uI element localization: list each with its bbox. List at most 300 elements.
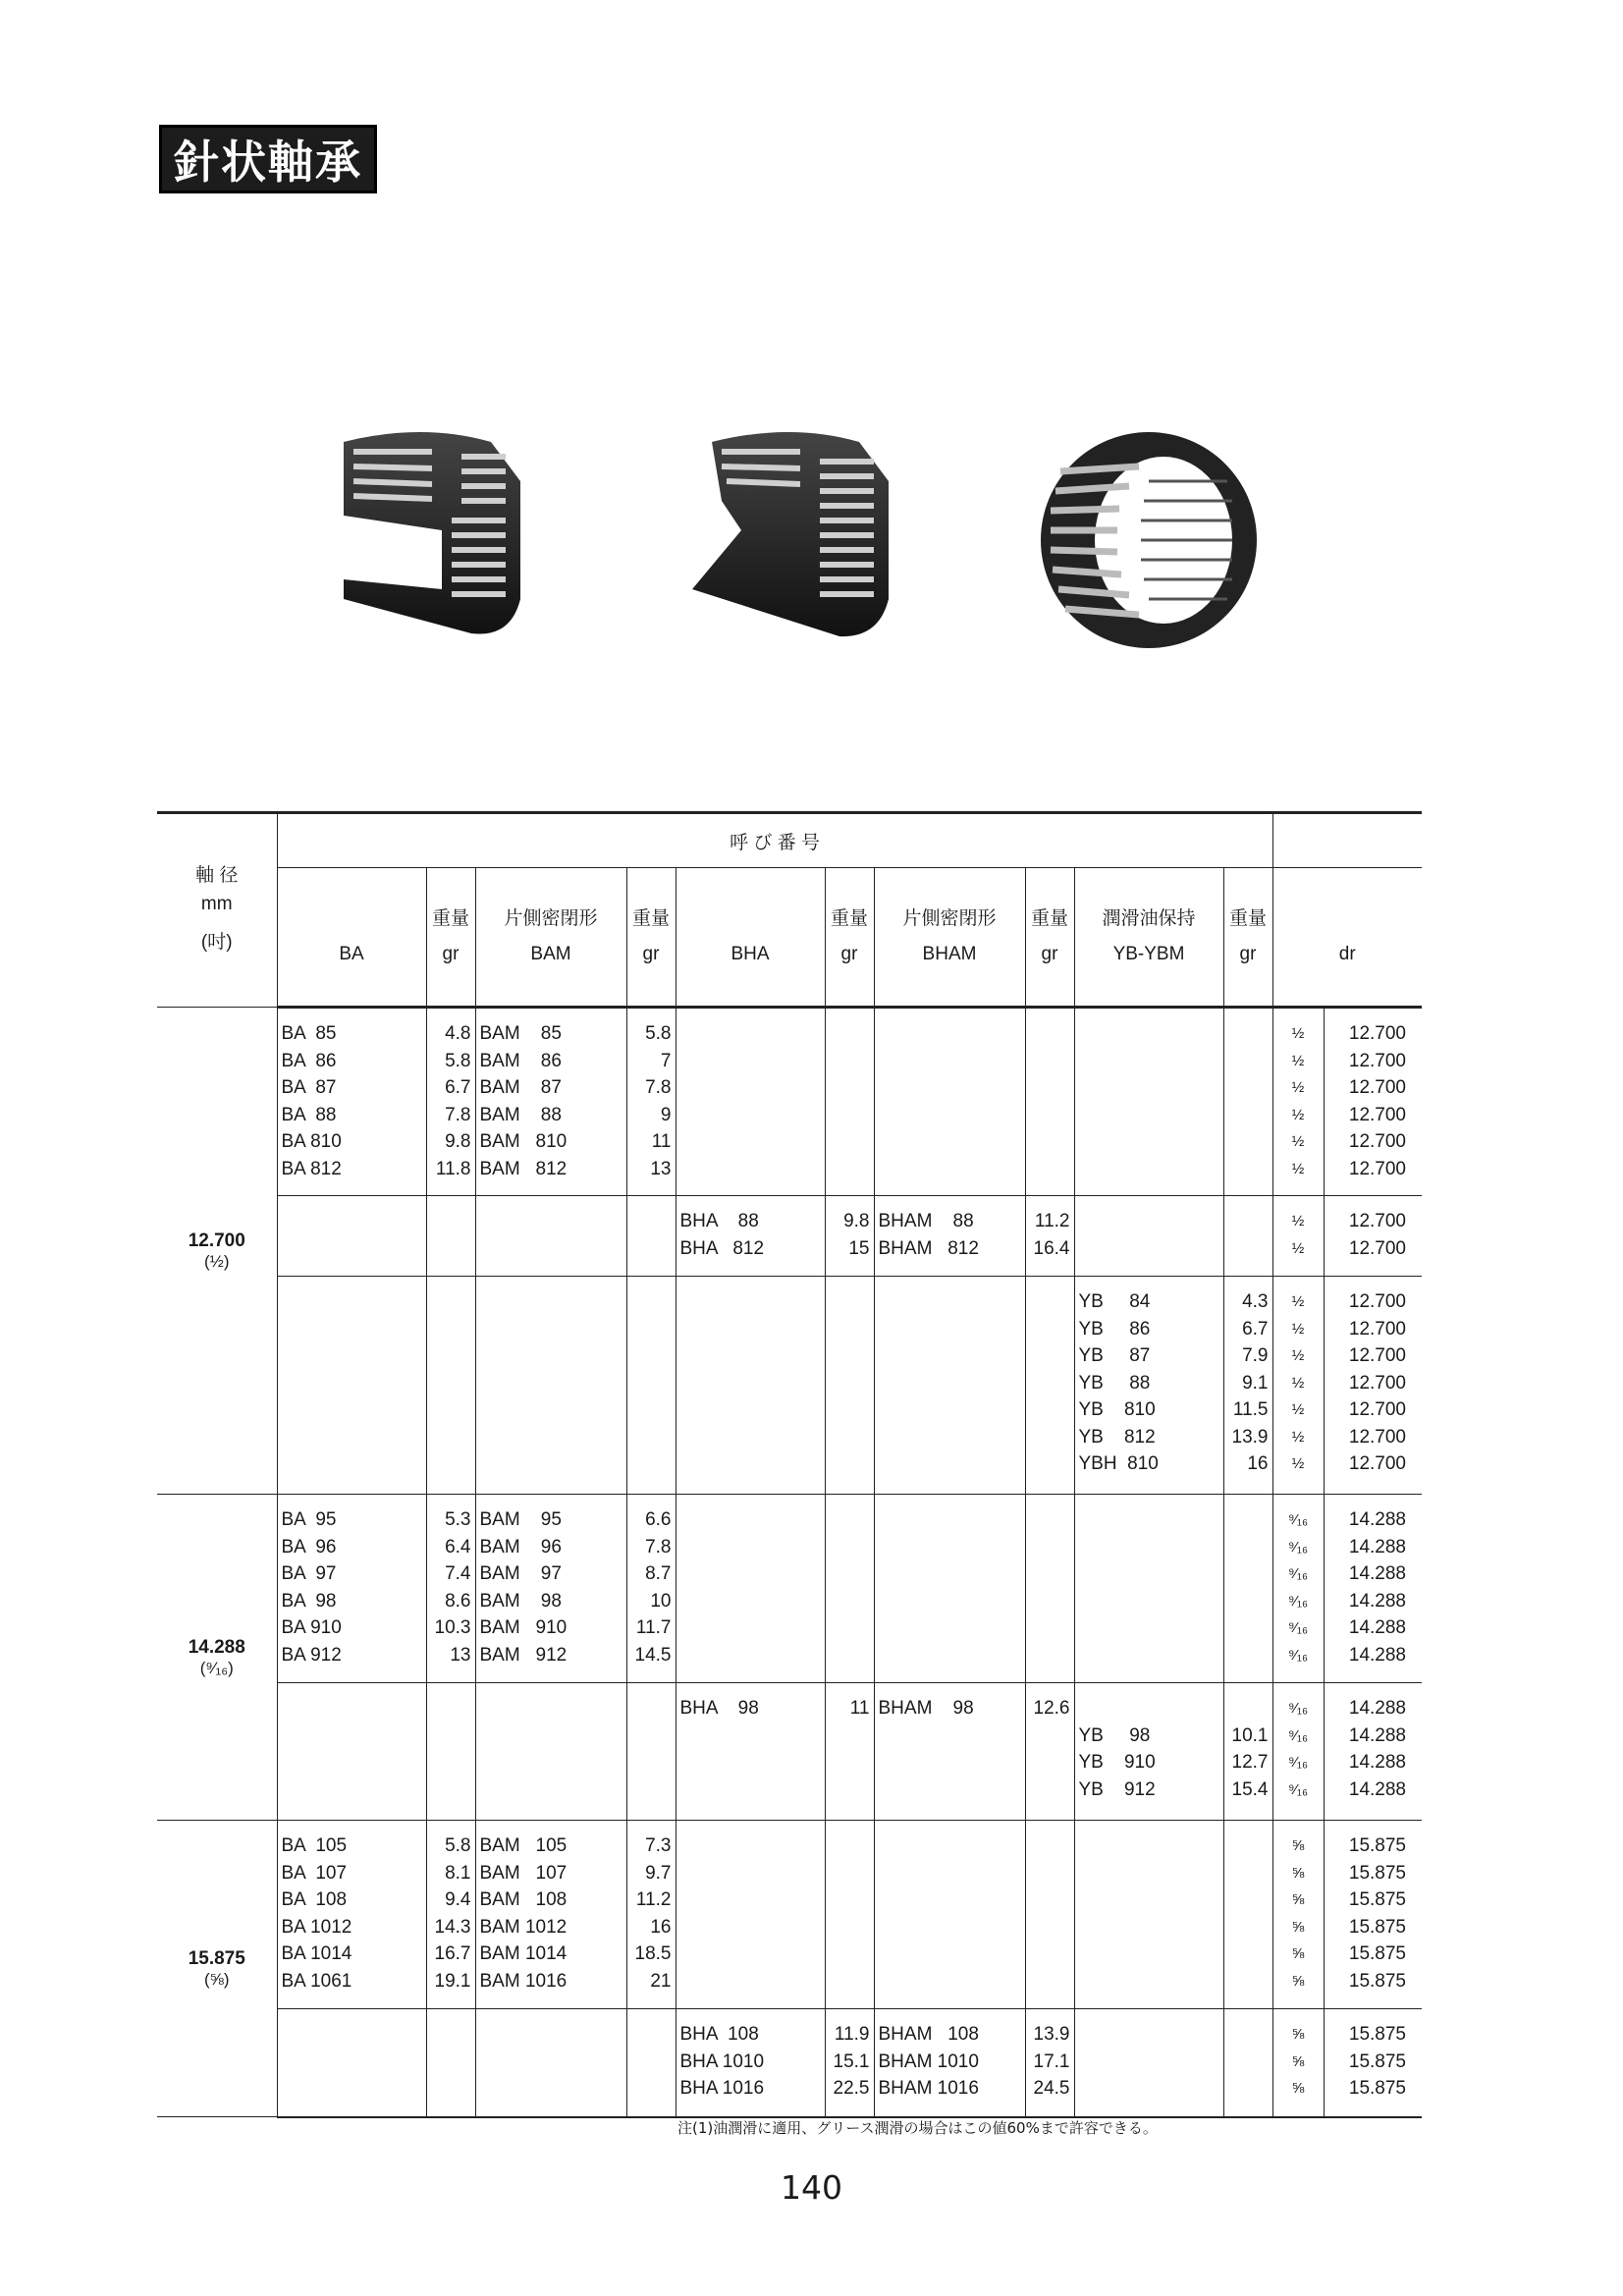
- ba-w-cell: [426, 1683, 475, 1821]
- shaft-inch: (⁹⁄₁₆): [199, 1658, 234, 1677]
- yb-value: YBH 810: [1078, 1453, 1159, 1474]
- ba-w-cell: [426, 1008, 475, 1196]
- ba-value: BA 85: [281, 1023, 337, 1044]
- bam-w-cell: [626, 2009, 676, 2117]
- ba-w-value: 5.8: [445, 1050, 471, 1071]
- dr-group-header: [1272, 813, 1422, 868]
- ba-cell: [277, 1683, 426, 1821]
- bha-w-cell: [825, 1277, 874, 1495]
- bham-w-value: 24.5: [1033, 2078, 1070, 2099]
- yb-value: YB 87: [1078, 1345, 1151, 1366]
- fr-cell: [1272, 1495, 1324, 1683]
- shaft-diameter-cell: [157, 1008, 277, 1495]
- bam-value: BAM 1016: [479, 1970, 568, 1992]
- footnote: 注(1)油潤滑に適用、グリース潤滑の場合はこの値60%まで許容できる。: [677, 2119, 1158, 2137]
- fr-value: ⁹⁄₁₆: [1287, 1511, 1309, 1528]
- bam-w-value: 6.6: [645, 1509, 672, 1530]
- ba-w-value: 6.7: [445, 1077, 471, 1098]
- bham-value: BHAM 1016: [878, 2078, 979, 2099]
- ba-w-value: 9.8: [445, 1131, 471, 1152]
- bearing-spec-table: [157, 811, 1422, 2118]
- yb-value: YB 84: [1078, 1291, 1151, 1312]
- bam-w-cell: [626, 1495, 676, 1683]
- bam-w-value: 9.7: [645, 1862, 672, 1884]
- yb-value: YB 86: [1078, 1318, 1151, 1339]
- fr-value: ½: [1291, 1106, 1305, 1123]
- yb-w-cell: [1223, 1683, 1272, 1821]
- yb-w-value: 9.1: [1242, 1372, 1269, 1394]
- ba-value: BA 1061: [281, 1970, 352, 1992]
- ba-value: BA 107: [281, 1862, 348, 1884]
- bam-w-value: 5.8: [645, 1023, 672, 1044]
- yb-w-value: 13.9: [1231, 1426, 1269, 1448]
- fr-value: ½: [1291, 1293, 1305, 1310]
- fr-value: ½: [1291, 1428, 1305, 1446]
- fr-cell: [1272, 1277, 1324, 1495]
- ba-w-cell: [426, 1196, 475, 1277]
- table-row: [157, 1683, 1422, 1821]
- bham-w-cell: [1025, 1196, 1074, 1277]
- fr-value: ½: [1291, 1052, 1305, 1069]
- yb-value: YB 912: [1078, 1778, 1156, 1800]
- bam-w-value: 16: [650, 1916, 672, 1938]
- bha-cell: [676, 1008, 825, 1196]
- yb-value: YB 812: [1078, 1426, 1156, 1448]
- bham-header: 片側密閉形 BHAM: [874, 868, 1025, 1008]
- table-row: [157, 1277, 1422, 1495]
- dr-value: 12.700: [1348, 1050, 1406, 1071]
- ba-value: BA 98: [281, 1590, 337, 1612]
- dr-value: 15.875: [1348, 2050, 1406, 2072]
- fr-value: ⅝: [1291, 1945, 1305, 1962]
- bham-w-cell: [1025, 1277, 1074, 1495]
- bham-w-cell: [1025, 1495, 1074, 1683]
- fr-value: ⁹⁄₁₆: [1287, 1726, 1309, 1744]
- fr-value: ⅝: [1291, 2080, 1305, 2097]
- fr-cell: [1272, 2009, 1324, 2117]
- ba-cell: [277, 1196, 426, 1277]
- bam-header: 片側密閉形 BAM: [475, 868, 626, 1008]
- bam-value: BAM 105: [479, 1835, 568, 1856]
- table-row: [157, 1196, 1422, 1277]
- page-title: 針状軸承: [159, 125, 377, 193]
- bam-cell: [475, 1196, 626, 1277]
- bham-value: BHAM 1010: [878, 2050, 979, 2072]
- dr-value: 12.700: [1348, 1158, 1406, 1179]
- bam-value: BAM 108: [479, 1889, 568, 1910]
- bha-cell: [676, 1683, 825, 1821]
- ba-value: BA 87: [281, 1077, 337, 1098]
- ba-w-cell: [426, 1277, 475, 1495]
- ba-w-value: 5.3: [445, 1509, 471, 1530]
- bam-value: BAM 910: [479, 1617, 568, 1638]
- fr-value: ⅝: [1291, 2026, 1305, 2043]
- yb-w-value: 10.1: [1231, 1724, 1269, 1746]
- bam-w-value: 7.8: [645, 1077, 672, 1098]
- fr-cell: [1272, 1821, 1324, 2009]
- bam-value: BAM 810: [479, 1131, 568, 1152]
- yb-value: YB 810: [1078, 1399, 1156, 1420]
- fr-value: ½: [1291, 1374, 1305, 1392]
- bha-value: BHA 1010: [679, 2050, 765, 2072]
- bam-w-value: 8.7: [645, 1563, 672, 1584]
- ba-w-value: 8.6: [445, 1590, 471, 1612]
- ba-w-value: 13: [450, 1644, 471, 1666]
- yb-w-value: 6.7: [1242, 1318, 1269, 1339]
- fr-value: ½: [1291, 1213, 1305, 1230]
- shaft-header-line1: 軸 径: [195, 865, 239, 886]
- ba-w-value: 9.4: [445, 1889, 471, 1910]
- ba-w-value: 16.7: [434, 1943, 471, 1964]
- bha-cell: [676, 1196, 825, 1277]
- dr-value: 15.875: [1348, 1862, 1406, 1884]
- bam-w-value: 21: [650, 1970, 672, 1992]
- bam-w-value: 9: [660, 1104, 672, 1125]
- bham-cell: [874, 2009, 1025, 2117]
- bha-value: BHA 88: [679, 1211, 759, 1231]
- fr-value: ½: [1291, 1455, 1305, 1472]
- yb-w-cell: [1223, 1495, 1272, 1683]
- ba-value: BA 1012: [281, 1916, 352, 1938]
- fr-value: ⅝: [1291, 1891, 1305, 1908]
- fr-value: ⁹⁄₁₆: [1287, 1592, 1309, 1610]
- bha-w-value: 15.1: [833, 2050, 870, 2072]
- table-row: [157, 2009, 1422, 2117]
- yb-w-value: 4.3: [1242, 1291, 1269, 1312]
- yb-w-cell: [1223, 2009, 1272, 2117]
- bha-value: BHA 812: [679, 1237, 765, 1259]
- call-number-header: 呼 び 番 号: [277, 813, 1272, 868]
- dr-value: 12.700: [1348, 1345, 1406, 1366]
- fr-value: ⅝: [1291, 1918, 1305, 1936]
- dr-value: 14.288: [1348, 1644, 1406, 1666]
- bha-value: BHA 98: [679, 1698, 759, 1719]
- dr-value: 12.700: [1348, 1426, 1406, 1448]
- bha-w-value: 11.9: [834, 2024, 870, 2045]
- yb-value: YB 88: [1078, 1372, 1151, 1394]
- bam-w-cell: [626, 1196, 676, 1277]
- fr-value: ½: [1291, 1079, 1305, 1096]
- yb-w-value: 7.9: [1242, 1345, 1269, 1366]
- bha-w-value: 11: [849, 1698, 870, 1719]
- ba-value: BA 1014: [281, 1943, 352, 1964]
- bham-cell: [874, 1196, 1025, 1277]
- bham-cell: [874, 1495, 1025, 1683]
- ba-cell: [277, 2009, 426, 2117]
- bham-value: BHAM 98: [878, 1698, 974, 1719]
- fr-cell: [1272, 1196, 1324, 1277]
- dr-value: 12.700: [1348, 1399, 1406, 1420]
- dr-value: 14.288: [1348, 1752, 1406, 1773]
- bham-value: BHAM 108: [878, 2024, 979, 2045]
- bam-w-cell: [626, 1821, 676, 2009]
- dr-value: 15.875: [1348, 1970, 1406, 1992]
- table-row: [157, 1495, 1422, 1683]
- bam-w-value: 7.3: [645, 1835, 672, 1856]
- ba-w-value: 14.3: [434, 1916, 471, 1938]
- bha-value: BHA 108: [679, 2024, 759, 2045]
- yb-cell: [1074, 1196, 1223, 1277]
- fr-value: ⁹⁄₁₆: [1287, 1754, 1309, 1771]
- fr-value: ⅝: [1291, 1972, 1305, 1990]
- bam-cell: [475, 1277, 626, 1495]
- ba-value: BA 108: [281, 1889, 348, 1910]
- bham-w-cell: [1025, 1821, 1074, 2009]
- fr-value: ⅝: [1291, 1864, 1305, 1882]
- fr-value: ⁹⁄₁₆: [1287, 1538, 1309, 1556]
- bham-w-cell: [1025, 2009, 1074, 2117]
- ba-value: BA 88: [281, 1104, 337, 1125]
- bam-cell: [475, 1683, 626, 1821]
- yb-value: YB 910: [1078, 1752, 1156, 1773]
- bam-w-cell: [626, 1008, 676, 1196]
- ba-value: BA 86: [281, 1050, 337, 1071]
- dr-value: 14.288: [1348, 1536, 1406, 1558]
- ba-value: BA 105: [281, 1835, 348, 1856]
- bam-value: BAM 98: [479, 1590, 562, 1612]
- bam-w-value: 11.7: [635, 1617, 672, 1638]
- yb-cell: [1074, 2009, 1223, 2117]
- dr-cell: [1324, 1008, 1422, 1196]
- yb-cell: [1074, 1821, 1223, 2009]
- bam-w-value: 10: [650, 1590, 672, 1612]
- ba-w-value: 7.4: [445, 1563, 471, 1584]
- bha-w-cell: [825, 1821, 874, 2009]
- shaft-mm: 14.288: [188, 1636, 245, 1658]
- bam-weight-header: 重量 gr: [626, 868, 676, 1008]
- bha-weight-header: 重量 gr: [825, 868, 874, 1008]
- yb-w-cell: [1223, 1008, 1272, 1196]
- bham-value: BHAM 812: [878, 1237, 979, 1259]
- fr-value: ⁹⁄₁₆: [1287, 1646, 1309, 1664]
- yb-bearing-image: [1031, 422, 1267, 658]
- bha-cell: [676, 1495, 825, 1683]
- fr-value: ½: [1291, 1320, 1305, 1338]
- fr-value: ½: [1291, 1239, 1305, 1257]
- dr-value: 12.700: [1348, 1237, 1406, 1259]
- dr-cell: [1324, 2009, 1422, 2117]
- dr-value: 12.700: [1348, 1211, 1406, 1231]
- ba-cell: [277, 1008, 426, 1196]
- bha-w-cell: [825, 1683, 874, 1821]
- bha-bearing-image: [682, 422, 898, 648]
- bham-cell: [874, 1277, 1025, 1495]
- bham-w-value: 17.1: [1033, 2050, 1070, 2072]
- dr-value: 12.700: [1348, 1131, 1406, 1152]
- ba-cell: [277, 1495, 426, 1683]
- yb-cell: [1074, 1008, 1223, 1196]
- bam-value: BAM 1012: [479, 1916, 568, 1938]
- bam-w-value: 7.8: [645, 1536, 672, 1558]
- ba-value: BA 96: [281, 1536, 337, 1558]
- fr-cell: [1272, 1683, 1324, 1821]
- fr-value: ⁹⁄₁₆: [1287, 1565, 1309, 1582]
- bam-w-cell: [626, 1683, 676, 1821]
- ba-w-value: 6.4: [445, 1536, 471, 1558]
- bha-w-cell: [825, 1008, 874, 1196]
- table-row: [157, 1821, 1422, 2009]
- shaft-header-line2: mm: [200, 894, 233, 914]
- bam-value: BAM 95: [479, 1509, 562, 1530]
- bam-w-value: 18.5: [634, 1943, 672, 1964]
- ba-value: BA 95: [281, 1509, 337, 1530]
- bam-value: BAM 1014: [479, 1943, 568, 1964]
- bam-value: BAM 88: [479, 1104, 562, 1125]
- dr-cell: [1324, 1683, 1422, 1821]
- bham-w-cell: [1025, 1683, 1074, 1821]
- bam-value: BAM 96: [479, 1536, 562, 1558]
- bham-cell: [874, 1821, 1025, 2009]
- bham-cell: [874, 1008, 1025, 1196]
- ba-value: BA 912: [281, 1644, 342, 1666]
- ba-value: BA 810: [281, 1131, 342, 1152]
- bha-w-value: 22.5: [833, 2078, 870, 2099]
- fr-cell: [1272, 1008, 1324, 1196]
- dr-value: 15.875: [1348, 2024, 1406, 2045]
- dr-value: 12.700: [1348, 1077, 1406, 1098]
- bha-header: BHA: [676, 868, 825, 1008]
- dr-cell: [1324, 1196, 1422, 1277]
- dr-value: 15.875: [1348, 1916, 1406, 1938]
- ba-w-value: 11.8: [435, 1158, 471, 1179]
- dr-value: 12.700: [1348, 1453, 1406, 1474]
- dr-value: 12.700: [1348, 1318, 1406, 1339]
- fr-value: ½: [1291, 1160, 1305, 1177]
- ba-value: BA 910: [281, 1617, 342, 1638]
- bha-w-value: 15: [848, 1237, 870, 1259]
- ba-w-value: 5.8: [445, 1835, 471, 1856]
- ba-w-cell: [426, 2009, 475, 2117]
- dr-value: 14.288: [1348, 1724, 1406, 1746]
- yb-w-cell: [1223, 1277, 1272, 1495]
- ba-w-value: 4.8: [445, 1023, 471, 1044]
- ba-cell: [277, 1821, 426, 2009]
- bam-w-value: 14.5: [634, 1644, 672, 1666]
- ba-w-value: 8.1: [445, 1862, 471, 1884]
- yb-w-value: [1228, 1695, 1269, 1722]
- yb-cell: [1074, 1277, 1223, 1495]
- ba-bearing-image: [324, 422, 530, 648]
- bam-value: BAM 107: [479, 1862, 568, 1884]
- yb-cell: [1074, 1683, 1223, 1821]
- bha-w-cell: [825, 2009, 874, 2117]
- fr-value: ½: [1291, 1025, 1305, 1042]
- shaft-mm: 15.875: [188, 1947, 245, 1969]
- bha-cell: [676, 1277, 825, 1495]
- bha-w-cell: [825, 1196, 874, 1277]
- bham-value: BHAM 88: [878, 1211, 974, 1231]
- shaft-mm: 12.700: [188, 1230, 245, 1251]
- yb-w-cell: [1223, 1821, 1272, 2009]
- yb-w-value: 15.4: [1231, 1778, 1269, 1800]
- bham-w-value: 16.4: [1033, 1237, 1070, 1259]
- bham-w-value: 12.6: [1033, 1698, 1070, 1719]
- shaft-diameter-cell: [157, 1495, 277, 1821]
- ba-w-value: 10.3: [434, 1617, 471, 1638]
- bam-value: BAM 97: [479, 1563, 562, 1584]
- bam-cell: [475, 1008, 626, 1196]
- bam-w-cell: [626, 1277, 676, 1495]
- bam-w-value: 7: [660, 1050, 672, 1071]
- dr-value: 12.700: [1348, 1023, 1406, 1044]
- yb-weight-header: 重量 gr: [1223, 868, 1272, 1008]
- bham-weight-header: 重量 gr: [1025, 868, 1074, 1008]
- fr-value: ⅝: [1291, 2052, 1305, 2070]
- dr-value: 14.288: [1348, 1778, 1406, 1800]
- bha-cell: [676, 2009, 825, 2117]
- ba-w-value: 19.1: [434, 1970, 471, 1992]
- ba-w-cell: [426, 1495, 475, 1683]
- bham-w-value: 11.2: [1034, 1211, 1070, 1231]
- fr-value: ½: [1291, 1347, 1305, 1364]
- bam-w-value: 11.2: [635, 1889, 672, 1910]
- fr-value: ⅝: [1291, 1837, 1305, 1854]
- ba-w-cell: [426, 1821, 475, 2009]
- fr-value: ⁹⁄₁₆: [1287, 1700, 1309, 1717]
- bam-cell: [475, 1821, 626, 2009]
- bam-value: BAM 87: [479, 1077, 562, 1098]
- dr-value: 15.875: [1348, 1943, 1406, 1964]
- bham-w-value: 13.9: [1033, 2024, 1070, 2045]
- fr-value: ⁹⁄₁₆: [1287, 1780, 1309, 1798]
- dr-value: 15.875: [1348, 1835, 1406, 1856]
- dr-value: 14.288: [1348, 1590, 1406, 1612]
- shaft-header: [157, 813, 277, 1008]
- dr-value: 12.700: [1348, 1372, 1406, 1394]
- yb-header: 潤滑油保持 YB-YBM: [1074, 868, 1223, 1008]
- shaft-inch: (⅝): [204, 1969, 230, 1989]
- bam-value: BAM 812: [479, 1158, 568, 1179]
- yb-value: [1079, 1695, 1219, 1722]
- dr-value: 15.875: [1348, 2078, 1406, 2099]
- dr-header: dr: [1272, 868, 1422, 1008]
- bam-cell: [475, 1495, 626, 1683]
- ba-value: BA 812: [281, 1158, 342, 1179]
- shaft-diameter-cell: [157, 1821, 277, 2117]
- yb-w-cell: [1223, 1196, 1272, 1277]
- yb-w-value: 12.7: [1231, 1752, 1269, 1773]
- shaft-header-line3: (吋): [200, 932, 233, 953]
- bam-w-value: 11: [651, 1131, 672, 1152]
- bam-cell: [475, 2009, 626, 2117]
- dr-value: 12.700: [1348, 1104, 1406, 1125]
- bam-w-value: 13: [650, 1158, 672, 1179]
- fr-value: ⁹⁄₁₆: [1287, 1619, 1309, 1636]
- ba-w-value: 7.8: [445, 1104, 471, 1125]
- bham-cell: [874, 1683, 1025, 1821]
- bha-w-value: 9.8: [843, 1211, 870, 1231]
- fr-value: ½: [1291, 1401, 1305, 1418]
- bam-value: BAM 912: [479, 1644, 568, 1666]
- dr-cell: [1324, 1277, 1422, 1495]
- shaft-inch: (½): [204, 1251, 230, 1271]
- dr-cell: [1324, 1821, 1422, 2009]
- dr-value: 14.288: [1348, 1563, 1406, 1584]
- ba-header: BA: [277, 868, 426, 1008]
- page-number: 140: [781, 2168, 842, 2207]
- yb-w-value: 16: [1247, 1453, 1269, 1474]
- ba-weight-header: 重量 gr: [426, 868, 475, 1008]
- ba-value: BA 97: [281, 1563, 337, 1584]
- fr-value: ½: [1291, 1133, 1305, 1150]
- dr-cell: [1324, 1495, 1422, 1683]
- dr-value: 14.288: [1348, 1509, 1406, 1530]
- dr-value: 15.875: [1348, 1889, 1406, 1910]
- dr-value: 14.288: [1348, 1617, 1406, 1638]
- bha-w-cell: [825, 1495, 874, 1683]
- yb-cell: [1074, 1495, 1223, 1683]
- bha-cell: [676, 1821, 825, 2009]
